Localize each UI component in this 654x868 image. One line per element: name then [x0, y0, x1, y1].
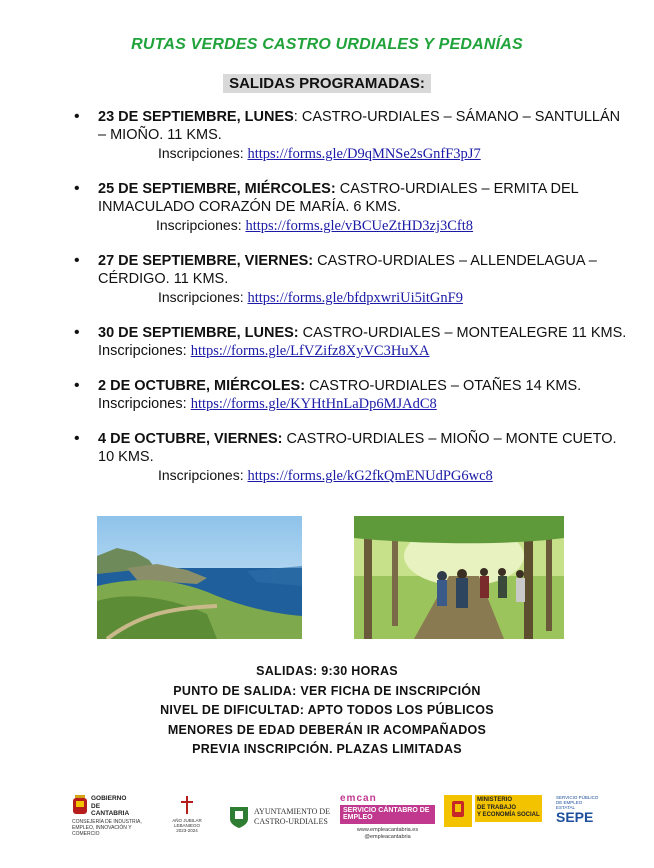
route-description: CASTRO-URDIALES – ALLENDELAGUA – CÉRDIGO. 11 KMS. — [98, 253, 597, 287]
route-description: CASTRO-URDIALES – ERMITA DEL INMACULADO CORAZÓN DE MARÍA. 6 KMS. — [98, 181, 579, 215]
ministry-logo: MINISTERIO DE TRABAJO Y ECONOMÍA SOCIAL — [444, 795, 544, 827]
registration-line — [98, 288, 632, 307]
coat-of-arms-icon — [72, 795, 88, 817]
emcan-logo: emcan SERVICIO CÁNTABRO DE EMPLEO www.empleacantabria.es @empleacantabria — [340, 795, 435, 842]
route-item — [62, 430, 632, 485]
route-description: CASTRO-URDIALES – OTAÑES 14 KMS. — [305, 378, 582, 394]
registration-label: Inscripciones: — [98, 343, 191, 359]
sepe-logo: SERVICIO PÚBLICO DE EMPLEO ESTATAL SEPE — [556, 795, 599, 825]
registration-label: Inscripciones: — [98, 396, 191, 412]
route-description: CASTRO-URDIALES – MONTEALEGRE 11 KMS. — [298, 325, 627, 341]
info-line-departure-time: SALIDAS: 9:30 HORAS — [256, 664, 398, 678]
info-line-minors: MENORES DE EDAD DEBERÁN IR ACOMPAÑADOS — [167, 722, 487, 737]
section-subtitle: SALIDAS PROGRAMADAS: — [223, 74, 431, 93]
cantabria-government-logo: GOBIERNO DE CANTABRIA CONSEJERÍA DE INDUSTRIA, EMPLEO, INNOVACIÓN Y COMERCIO — [72, 795, 142, 837]
coast-photo — [97, 516, 302, 639]
route-description: CASTRO-URDIALES – SÁMANO – SANTULLÁN – MIOÑO. 11 KMS. — [98, 109, 621, 143]
registration-line — [98, 216, 632, 235]
registration-line — [98, 144, 632, 163]
registration-link[interactable]: https://forms.gle/kG2fkQmENUdPG6wc8 — [247, 468, 493, 484]
route-date: 2 DE OCTUBRE, MIÉRCOLES: — [98, 378, 306, 394]
jubilee-year-logo: AÑO JUBILAR LEBANIEGO 2023-2024 — [167, 795, 207, 833]
forest-hikers-photo — [354, 516, 564, 639]
info-line-difficulty: NIVEL DE DIFICULTAD: APTO TODOS LOS PÚBLICOS — [160, 703, 494, 717]
route-description: CASTRO-URDIALES – MIOÑO – MONTE CUETO. 10 KMS. — [98, 431, 617, 465]
routes-list — [62, 108, 632, 502]
info-line-meeting-point: PUNTO DE SALIDA: VER FICHA DE INSCRIPCIÓN — [173, 683, 481, 698]
event-info — [0, 662, 654, 760]
route-date: 25 DE SEPTIEMBRE, MIÉRCOLES: — [98, 181, 336, 197]
registration-label: Inscripciones: — [158, 289, 248, 305]
town-shield-icon — [228, 805, 250, 829]
registration-label: Inscripciones: — [158, 467, 248, 483]
registration-link[interactable]: https://forms.gle/bfdpxwriUi5itGnF9 — [247, 290, 463, 306]
sponsor-logos — [60, 795, 620, 850]
town-hall-logo: AYUNTAMIENTO DE CASTRO-URDIALES — [228, 805, 333, 829]
registration-line — [98, 466, 632, 485]
registration-link[interactable]: https://forms.gle/LfVZifz8XyVC3HuXA — [190, 343, 430, 359]
document-title: RUTAS VERDES CASTRO URDIALES Y PEDANÍAS — [131, 36, 523, 53]
registration-link[interactable]: https://forms.gle/D9qMNSe2sGnfF3pJ7 — [247, 146, 481, 162]
route-date: 30 DE SEPTIEMBRE, LUNES: — [98, 325, 299, 341]
spain-coat-of-arms-icon — [444, 795, 472, 827]
route-item — [62, 252, 632, 307]
registration-link[interactable]: https://forms.gle/vBCUeZtHD3zj3Cft8 — [245, 218, 474, 234]
route-date: 23 DE SEPTIEMBRE, LUNES — [98, 109, 294, 125]
registration-link[interactable]: https://forms.gle/KYHtHnLaDp6MJAdC8 — [190, 396, 437, 412]
route-item — [62, 377, 632, 413]
info-line-registration: PREVIA INSCRIPCIÓN. PLAZAS LIMITADAS — [192, 742, 462, 756]
registration-label: Inscripciones: — [158, 145, 248, 161]
route-item — [62, 108, 632, 163]
route-date: 4 DE OCTUBRE, VIERNES: — [98, 431, 283, 447]
route-item — [62, 180, 632, 235]
route-date: 27 DE SEPTIEMBRE, VIERNES: — [98, 253, 314, 269]
route-date-separator: : — [293, 109, 298, 125]
route-item — [62, 324, 632, 360]
registration-label: Inscripciones: — [156, 217, 246, 233]
cross-icon — [180, 795, 194, 815]
